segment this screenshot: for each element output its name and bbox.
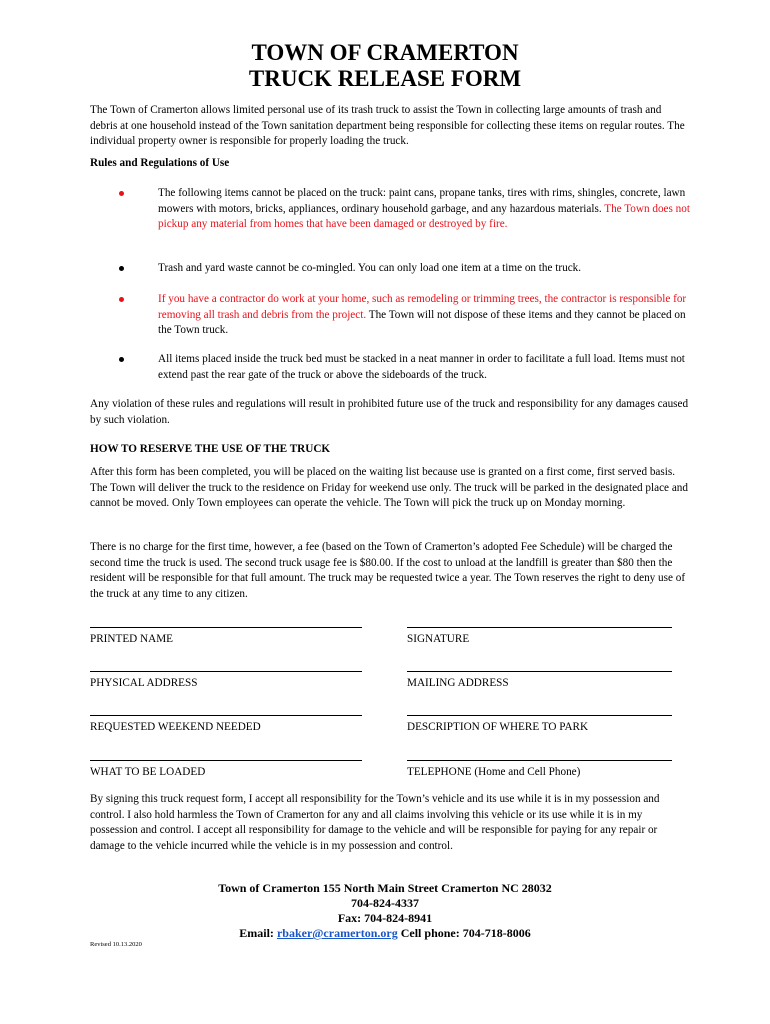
bullet-icon [119,261,127,269]
requested-weekend-field [90,705,362,735]
footer-contact [0,926,770,942]
rule-item-2: Trash and yard waste cannot be co-mingled. You can only load one item at a time on the truck. [158,262,582,274]
reserve-paragraph-1: After this form has been completed, you will be placed on the waiting list because use is granted on a first come, first served basis. The Town will deliver the truck to the residence on Friday for weekend use only. The truck will be parked in the designated place and cannot be moved. Only Town employees can operate the vehicle. The Town will pick the truck up on Monday morning. [90,466,688,509]
mailing-address-label: MAILING ADDRESS [407,677,509,689]
printed-name-field [90,617,362,647]
where-to-park-field [407,705,672,735]
rule-item-1 [158,186,690,233]
physical-address-input[interactable] [90,661,362,672]
cell-phone: Cell phone: 704-718-8006 [397,926,531,940]
telephone-field [407,750,672,780]
rule-item-4: All items placed inside the truck bed must be stacked in a neat manner in order to facilitate a full load. Items must not extend past the rear gate of the truck or above the sideboards of the truck. [158,353,685,381]
rule-item-3-red-text: If you have a contractor do work at your home, such as remodeling or trimming trees, the contractor is responsible for removing all trash and debris from the project. [158,293,687,321]
telephone-input[interactable] [407,750,672,761]
email-label: Email: [239,926,277,940]
fee-paragraph: There is no charge for the first time, however, a fee (based on the Town of Cramerton’s adopted Fee Schedule) will be charged the second time the truck is used. The second truck usage fee is $80.00. If the cost to unload at the landfill is greater than $80 then the resident will be responsible for that full amount. The truck may be requested twice a year. The Town reserves the right to deny use of the truck at any time to any citizen. [90,541,686,600]
bullet-icon [119,186,127,194]
bullet-icon [119,352,127,360]
rule-item-1-red-text: The Town does not pickup any material from homes that have been damaged or destroyed by fire. [158,202,690,230]
signature-input[interactable] [407,617,672,628]
mailing-address-input[interactable] [407,661,672,672]
physical-address-field [90,661,362,691]
email-link[interactable]: rbaker@cramerton.org [276,926,398,940]
footer-fax: Fax: 704-824-8941 [337,911,433,925]
what-to-load-input[interactable] [90,750,362,761]
what-to-load-label: WHAT TO BE LOADED [90,766,206,778]
rules-heading: Rules and Regulations of Use [90,157,230,169]
telephone-label: TELEPHONE (Home and Cell Phone) [407,766,581,778]
signature-field [407,617,672,647]
rule-item-3-text: The Town will not dispose of these items and they cannot be placed on the Town truck. [158,308,686,336]
mailing-address-field [407,661,672,691]
footer-address: Town of Cramerton 155 North Main Street Cramerton NC 28032 [218,881,552,895]
where-to-park-label: DESCRIPTION OF WHERE TO PARK [407,721,589,733]
where-to-park-input[interactable] [407,705,672,716]
printed-name-input[interactable] [90,617,362,628]
reserve-heading: HOW TO RESERVE THE USE OF THE TRUCK [90,443,331,455]
rule-item-3 [158,292,690,339]
intro-paragraph: The Town of Cramerton allows limited personal use of its trash truck to assist the Town in collecting large amounts of trash and debris at one household instead of the Town sanitation department being responsible for collecting these items on regular routes. The individual property owner is responsible for properly loading the truck. [90,104,685,147]
signature-label: SIGNATURE [407,633,470,645]
requested-weekend-label: REQUESTED WEEKEND NEEDED [90,721,261,733]
physical-address-label: PHYSICAL ADDRESS [90,677,198,689]
rule-item-1-text: The following items cannot be placed on the truck: paint cans, propane tanks, tires with rims, shingles, concrete, lawn mowers with motors, bricks, appliances, ordinary household garbage, and any hazardous materials. [158,187,686,215]
revised-date: Revised 10.13.2020 [90,941,142,948]
printed-name-label: PRINTED NAME [90,633,173,645]
agreement-paragraph: By signing this truck request form, I accept all responsibility for the Town’s vehicle and its use while it is in my possession and control. I also hold harmless the Town of Cramerton for any and all claims involving this vehicle or its use while it is in my possession and control. I accept all responsibility for damage to the vehicle and will be responsible for paying for any repair or damage to the vehicle incurred while the vehicle is in my possession and control. [90,793,660,852]
violation-paragraph: Any violation of these rules and regulations will result in prohibited future use of the truck and responsibility for any damages caused by such violation. [90,398,689,426]
what-to-load-field [90,750,362,780]
page-subtitle: TRUCK RELEASE FORM [248,66,522,91]
bullet-icon [119,292,127,300]
requested-weekend-input[interactable] [90,705,362,716]
page-title: TOWN OF CRAMERTON [251,40,519,65]
footer-phone: 704-824-4337 [351,896,419,910]
